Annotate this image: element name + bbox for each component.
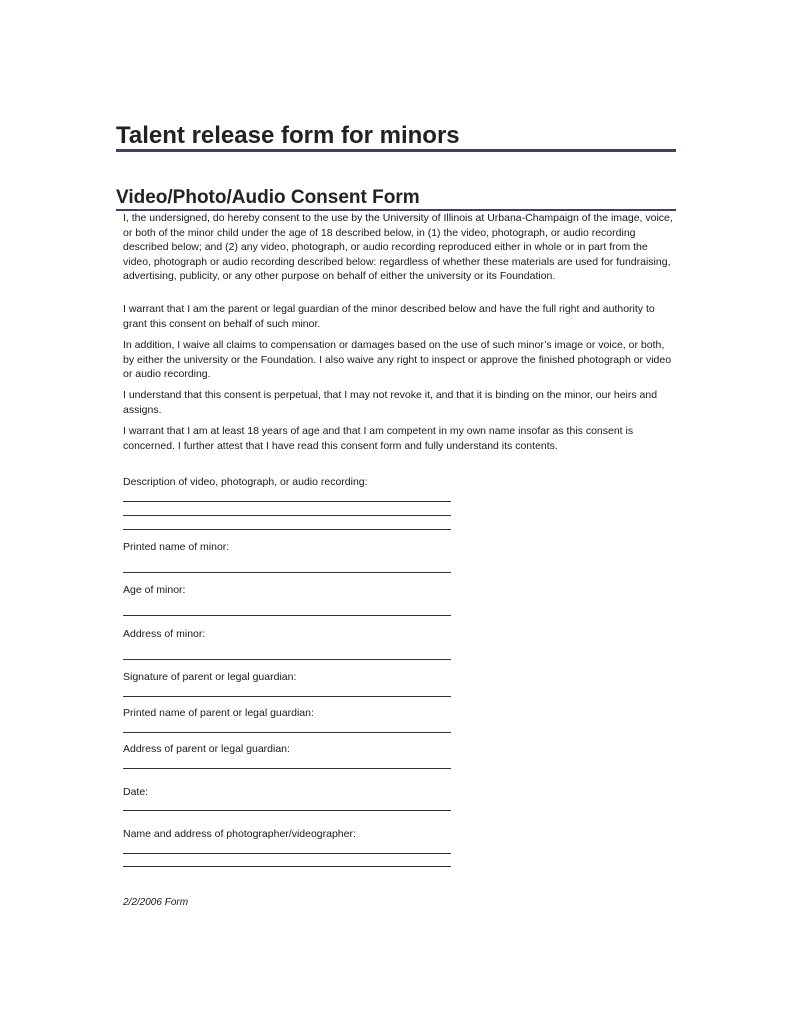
photographer-line-2[interactable] [123,866,451,867]
description-line-3[interactable] [123,529,451,530]
date-label: Date: [123,786,149,798]
guardian-name-label: Printed name of parent or legal guardian: [123,707,314,719]
photographer-line-1[interactable] [123,853,451,854]
minor-age-line[interactable] [123,615,451,616]
minor-age-label: Age of minor: [123,584,186,596]
description-label: Description of video, photograph, or audio recording: [123,476,368,488]
guardian-signature-label: Signature of parent or legal guardian: [123,671,297,683]
guardian-address-label: Address of parent or legal guardian: [123,743,290,755]
guardian-signature-line[interactable] [123,696,451,697]
date-line[interactable] [123,810,451,811]
minor-address-line[interactable] [123,659,451,660]
minor-name-line[interactable] [123,572,451,573]
consent-paragraph-1: I, the undersigned, do hereby consent to the use by the University of Illinois at Urbana-Champaign of the image, voice, or both of the minor child under the age of 18 described below, in (1) the video, photograph, or audio recording described below; and (2) any video, photograph, or audio recording reproduced either in whole or in part from the video, photograph or audio recording described below: regardless of whether these materials are used for fundraising, advertising, publicity, or any other purpose on behalf of either the university or its Foundation. [123,212,673,282]
title-underline [116,149,676,152]
consent-paragraph-5: I warrant that I am at least 18 years of age and that I am competent in my own name insofar as this consent is concerned. I further attest that I have read this consent form and fully understand its contents. [123,425,634,452]
description-line-2[interactable] [123,515,451,516]
page-title: Talent release form for minors [116,122,460,149]
minor-address-label: Address of minor: [123,628,206,640]
guardian-address-line[interactable] [123,768,451,769]
consent-paragraph-3: In addition, I waive all claims to compensation or damages based on the use of such minor’s image or voice, or both, by either the university or the Foundation. I also waive any right to inspect or approve the finished photograph or video or audio recording. [123,339,672,380]
description-line-1[interactable] [123,501,451,502]
consent-paragraph-4: I understand that this consent is perpetual, that I may not revoke it, and that it is binding on the minor, our heirs and assigns. [123,389,658,416]
photographer-label: Name and address of photographer/videographer: [123,828,356,840]
guardian-name-line[interactable] [123,732,451,733]
section-heading: Video/Photo/Audio Consent Form [116,187,420,208]
minor-name-label: Printed name of minor: [123,541,230,553]
consent-paragraph-2: I warrant that I am the parent or legal guardian of the minor described below and have the full right and authority to grant this consent on behalf of such minor. [123,303,655,330]
form-date-footer: 2/2/2006 Form [123,897,189,908]
